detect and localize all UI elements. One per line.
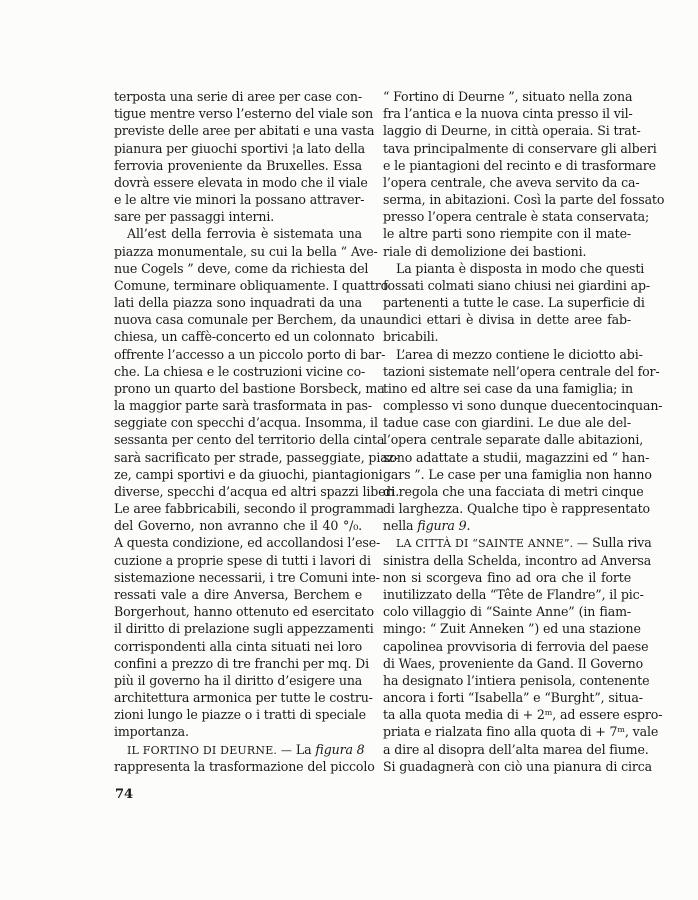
text-line: [114, 157, 362, 174]
line-text: ferrovia proveniente da Bruxelles. Essa: [114, 157, 362, 173]
text-line: [383, 363, 660, 380]
text-line: [114, 311, 384, 328]
text-line: [114, 483, 400, 500]
line-text: non si scorgeva fino ad ora che il forte: [383, 569, 631, 585]
text-line: [114, 105, 374, 122]
line-text: Si guadagnerà con ciò una pianura di circa: [383, 758, 653, 774]
line-text: importanza.: [114, 724, 189, 740]
text-line: [114, 208, 362, 225]
text-line: [383, 500, 650, 517]
line-text: tadue case con giardini. Le due ale del-: [383, 415, 631, 431]
text-line: [383, 88, 631, 105]
line-text: tino ed altre sei case da una famiglia; in: [383, 380, 633, 396]
text-line: [114, 191, 365, 208]
line-text: gars ”. Le case per una famiglia non hanno: [383, 466, 652, 482]
line-text: bricabili.: [383, 329, 439, 345]
text-line: [114, 758, 375, 775]
line-text: chiesa, un caffè-concerto ed un colonnato: [114, 329, 375, 345]
section-heading: LA CITTÀ DI “SAINTE ANNE”. —: [396, 537, 589, 551]
text-line: [114, 277, 389, 294]
text-line: [383, 260, 645, 277]
text-line: [114, 414, 378, 431]
line-text: a dire al disopra dell’alta marea del fiume.: [383, 741, 649, 757]
text-line: [383, 208, 650, 225]
text-line: [383, 741, 649, 758]
text-line: [114, 603, 374, 620]
text-line: [114, 174, 368, 191]
line-text: Comune, terminare obliquamente. I quattro: [114, 277, 389, 293]
line-text: sarà sacrificato per strade, passeggiate, piaz-: [114, 449, 399, 465]
text-line: [383, 603, 631, 620]
line-text: partenenti a tutte le case. La superficie di: [383, 295, 645, 311]
line-text: di regola che una facciata di metri cinque: [383, 483, 644, 499]
line-text: seggiate con specchi d’acqua. Insomma, il: [114, 415, 378, 431]
text-line: [383, 277, 650, 294]
text-line: [383, 672, 650, 689]
line-text: fossati colmati siano chiusi nei giardini ap-: [383, 277, 650, 293]
line-text: tigue mentre verso l’esterno del viale son: [114, 106, 374, 122]
section-heading-line: [114, 741, 365, 758]
page-number: 74: [115, 787, 134, 802]
line-text: sinistra della Schelda, incontro ad Anversa: [383, 552, 652, 568]
line-text: il diritto di prelazione sugli appezzamenti: [114, 621, 374, 637]
text-line: [383, 380, 631, 397]
text-line: [383, 294, 645, 311]
line-text: Le aree fabbricabili, secondo il programma: [114, 501, 385, 517]
text-line: [383, 517, 631, 534]
text-line: [114, 655, 369, 672]
text-line: [383, 483, 644, 500]
text-line: [383, 414, 631, 431]
text-line: [383, 689, 643, 706]
text-line: [383, 431, 644, 448]
line-text: offrente l’accesso a un piccolo porto di bar-: [114, 346, 386, 362]
line-text: del Governo, non avranno che il 40 °/₀.: [114, 518, 362, 534]
text-line: [114, 225, 362, 242]
text-line: [114, 723, 362, 740]
text-line: [383, 586, 644, 603]
line-text: nue Cogels ” deve, come da richiesta del: [114, 260, 369, 276]
line-text: l’opera centrale separate dalle abitazioni,: [383, 432, 644, 448]
line-text: nuova casa comunale per Berchem, da una: [114, 312, 384, 328]
line-text: pianura per giuochi sportivi ¦a lato della: [114, 140, 365, 156]
text-line: [114, 586, 362, 603]
line-text: presso l’opera centrale è stata conservata;: [383, 209, 650, 225]
line-text: previste delle aree per abitati e una vasta: [114, 123, 375, 139]
text-line: [383, 174, 640, 191]
text-line: [383, 569, 631, 586]
left-column: [114, 88, 400, 775]
line-text: fra l’antica e la nuova cinta presso il vil-: [383, 106, 633, 122]
text-line: [383, 723, 659, 740]
text-line: [114, 346, 386, 363]
text-line: [383, 552, 652, 569]
line-text: di Waes, proveniente da Gand. Il Governo: [383, 655, 644, 671]
text-line: [114, 517, 362, 534]
text-line: [114, 122, 375, 139]
line-text: “ Fortino di Deurne ”, situato nella zona: [383, 89, 633, 104]
text-line: [383, 157, 656, 174]
text-line: [114, 397, 372, 414]
line-text: ta alla quota media di + 2ᵐ, ad essere espro-: [383, 707, 663, 723]
line-text: la maggior parte sarà trasformata in pas-: [114, 398, 372, 414]
line-text: lati della piazza sono inquadrati da una: [114, 295, 362, 311]
text-line: [383, 140, 657, 157]
line-text: prono un quarto del bastione Borsbeck, ma: [114, 380, 385, 396]
text-line: [383, 225, 631, 242]
text-line: [383, 311, 631, 328]
line-text: piazza monumentale, su cui la bella “ Ave-: [114, 243, 378, 259]
line-text: diverse, specchi d’acqua ed altri spazzi liberi.: [114, 483, 400, 499]
line-text: undici ettari è divisa in dette aree fab-: [383, 312, 631, 328]
text-line: [383, 122, 641, 139]
text-line: [383, 346, 643, 363]
section-heading-line: [383, 534, 652, 551]
line-text: ressati vale a dire Anversa, Berchem e: [114, 586, 362, 602]
line-text: confini a prezzo di tre franchi per mq. Di: [114, 655, 369, 671]
line-text: più il governo ha il diritto d’esigere una: [114, 672, 363, 688]
line-text: capolinea provvisoria di ferrovia del paese: [383, 638, 649, 654]
line-text: rappresenta la trasformazione del piccolo: [114, 758, 375, 774]
text-line: [114, 243, 378, 260]
line-text: le altre parti sono riempite con il mate-: [383, 226, 631, 242]
text-line: [114, 500, 385, 517]
text-line: [114, 449, 399, 466]
line-text: sessanta per cento del territorio della cinta: [114, 432, 385, 448]
figure-reference: figura 9: [417, 518, 467, 534]
line-text: terposta una serie di aree per case con-: [114, 89, 362, 104]
line-text: serma, in abitazioni. Così la parte del fossato: [383, 192, 665, 208]
line-text: zioni lungo le piazze o i tratti di speciale: [114, 707, 366, 723]
text-line: [114, 672, 362, 689]
text-line: [114, 328, 375, 345]
line-text: tazioni sistemate nell’opera centrale del for-: [383, 363, 660, 379]
line-text: All’est della ferrovia è sistemata una: [127, 226, 362, 242]
text-line: [383, 620, 641, 637]
line-text: corrispondenti alla cinta situati nei loro: [114, 638, 362, 654]
line-text: La pianta è disposta in modo che questi: [396, 260, 645, 276]
line-text: di larghezza. Qualche tipo è rappresentato: [383, 501, 650, 517]
line-text: laggio di Deurne, in città operaia. Si trat-: [383, 123, 641, 139]
text-line: [114, 569, 380, 586]
line-text: Sulla riva: [588, 535, 652, 551]
line-text: La: [292, 741, 316, 757]
text-line: [114, 88, 362, 105]
text-line: [383, 466, 652, 483]
line-text: complesso vi sono dunque duecentocinquan-: [383, 398, 663, 414]
line-text: l’opera centrale, che aveva servito da ca-: [383, 174, 640, 190]
text-line: [114, 689, 373, 706]
line-text: Borgerhout, hanno ottenuto ed esercitato: [114, 604, 374, 620]
text-line: [114, 534, 381, 551]
line-text: A questa condizione, ed accollandosi l’ese-: [114, 535, 381, 551]
line-text: mingo: “ Zuit Anneken ”) ed una stazione: [383, 621, 641, 637]
line-text: e le altre vie minori la possano attraver-: [114, 192, 365, 208]
section-heading: IL FORTINO DI DEURNE. —: [127, 743, 293, 757]
line-text: sistemazione necessarii, i tre Comuni inte-: [114, 569, 380, 585]
line-text: inutilizzato della “Tête de Flandre”, il pic-: [383, 586, 644, 602]
text-line: [383, 655, 644, 672]
line-text: cuzione a proprie spese di tutti i lavori di: [114, 552, 371, 568]
text-line: [383, 397, 663, 414]
line-text: colo villaggio di “Sainte Anne” (in fiam-: [383, 604, 631, 620]
text-line: [114, 431, 385, 448]
text-line: [114, 380, 385, 397]
line-text: riale di demolizione dei bastioni.: [383, 243, 587, 259]
text-line: [114, 638, 362, 655]
line-text: architettura armonica per tutte le costru-: [114, 690, 373, 706]
text-line: [114, 706, 366, 723]
text-line: [114, 294, 362, 311]
text-line: [114, 363, 366, 380]
line-text: nella: [383, 518, 418, 534]
line-text: L’area di mezzo contiene le diciotto abi-: [396, 346, 643, 362]
text-line: [383, 706, 663, 723]
text-line: [383, 328, 631, 345]
text-line: [383, 449, 650, 466]
text-line: [383, 243, 631, 260]
line-text: sono adattate a studii, magazzini ed “ han-: [383, 449, 650, 465]
line-text: tava principalmente di conservare gli alberi: [383, 140, 657, 156]
text-line: [114, 552, 371, 569]
text-line: [114, 466, 383, 483]
text-line: [114, 140, 365, 157]
line-text: priata e rialzata fino alla quota di + 7ᵐ, vale: [383, 724, 659, 740]
line-text: sare per passaggi interni.: [114, 209, 275, 225]
text-line: [383, 758, 653, 775]
line-text: ze, campi sportivi e da giuochi, piantagioni: [114, 466, 383, 482]
text-line: [114, 620, 374, 637]
text-line: [383, 191, 665, 208]
line-text: ha designato l’intiera penisola, contenente: [383, 672, 650, 688]
line-text-suffix: .: [466, 518, 471, 534]
text-line: [383, 105, 631, 122]
line-text: dovrà essere elevata in modo che il viale: [114, 174, 368, 190]
line-text: ancora i forti “Isabella” e “Burght”, situa-: [383, 690, 643, 706]
right-column: [383, 88, 665, 775]
text-line: [383, 638, 649, 655]
line-text: e le piantagioni del recinto e di trasformare: [383, 157, 656, 173]
line-text: che. La chiesa e le costruzioni vicine co-: [114, 363, 366, 379]
figure-reference: figura 8: [315, 741, 365, 757]
text-line: [114, 260, 369, 277]
